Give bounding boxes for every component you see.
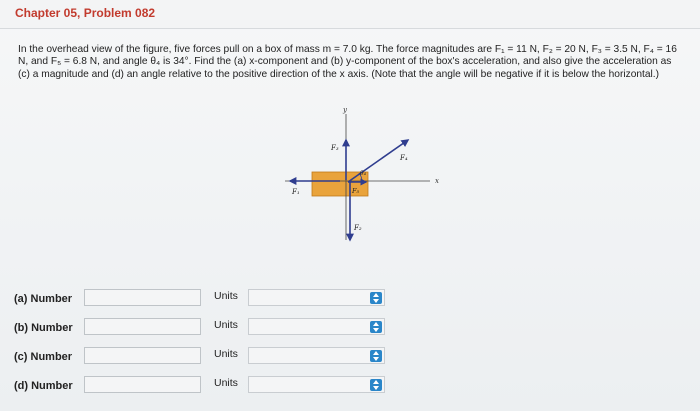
header-bar [0,0,700,29]
select-arrows-icon[interactable] [370,379,382,391]
f4-arrow [348,140,408,182]
units-label: Units [214,319,238,331]
number-input-d[interactable] [84,376,201,393]
f2-label: F₂ [354,224,362,232]
units-label: Units [214,377,238,389]
units-select-a[interactable] [248,289,385,306]
theta-label: θ₄ [360,170,367,177]
x-axis-label: x [435,177,439,185]
answer-label: (d) Number [14,380,73,392]
units-select-d[interactable] [248,376,385,393]
select-arrows-icon[interactable] [370,292,382,304]
number-input-c[interactable] [84,347,201,364]
y-axis-label: y [343,106,347,114]
page-title: Chapter 05, Problem 082 [15,6,156,20]
units-select-c[interactable] [248,347,385,364]
f1-label: F₁ [292,188,300,196]
number-input-b[interactable] [84,318,201,335]
select-arrows-icon[interactable] [370,321,382,333]
answer-row-c [0,347,700,373]
problem-text: In the overhead view of the figure, five forces pull on a box of mass m = 7.0 kg. The force magnitudes are F₁ = 11 N, F₂ = 20 N, F₃ = 3.5 N, F₄ = 16 N, and F₅ = 6.8 N, and angle θ₄ is 34°. Find the (a) x-component and (b) y-component of the box's acceleration, and also give the acceleration as (c) a magnitude and (d) an angle relative to the positive direction of the x axis. (Note that the angle will be negative if it is below the horizontal.) [18,44,677,80]
units-label: Units [214,290,238,302]
answer-label: (b) Number [14,322,73,334]
force-diagram [270,102,460,248]
answer-row-b [0,318,700,344]
f3-label: F₃ [331,144,339,152]
answer-label: (a) Number [14,293,73,305]
f5-label: F₅ [352,187,360,195]
answer-row-a [0,289,700,315]
units-select-b[interactable] [248,318,385,335]
answer-row-d [0,376,700,402]
number-input-a[interactable] [84,289,201,306]
f4-label: F₄ [400,154,408,162]
units-label: Units [214,348,238,360]
answer-label: (c) Number [14,351,73,363]
select-arrows-icon[interactable] [370,350,382,362]
